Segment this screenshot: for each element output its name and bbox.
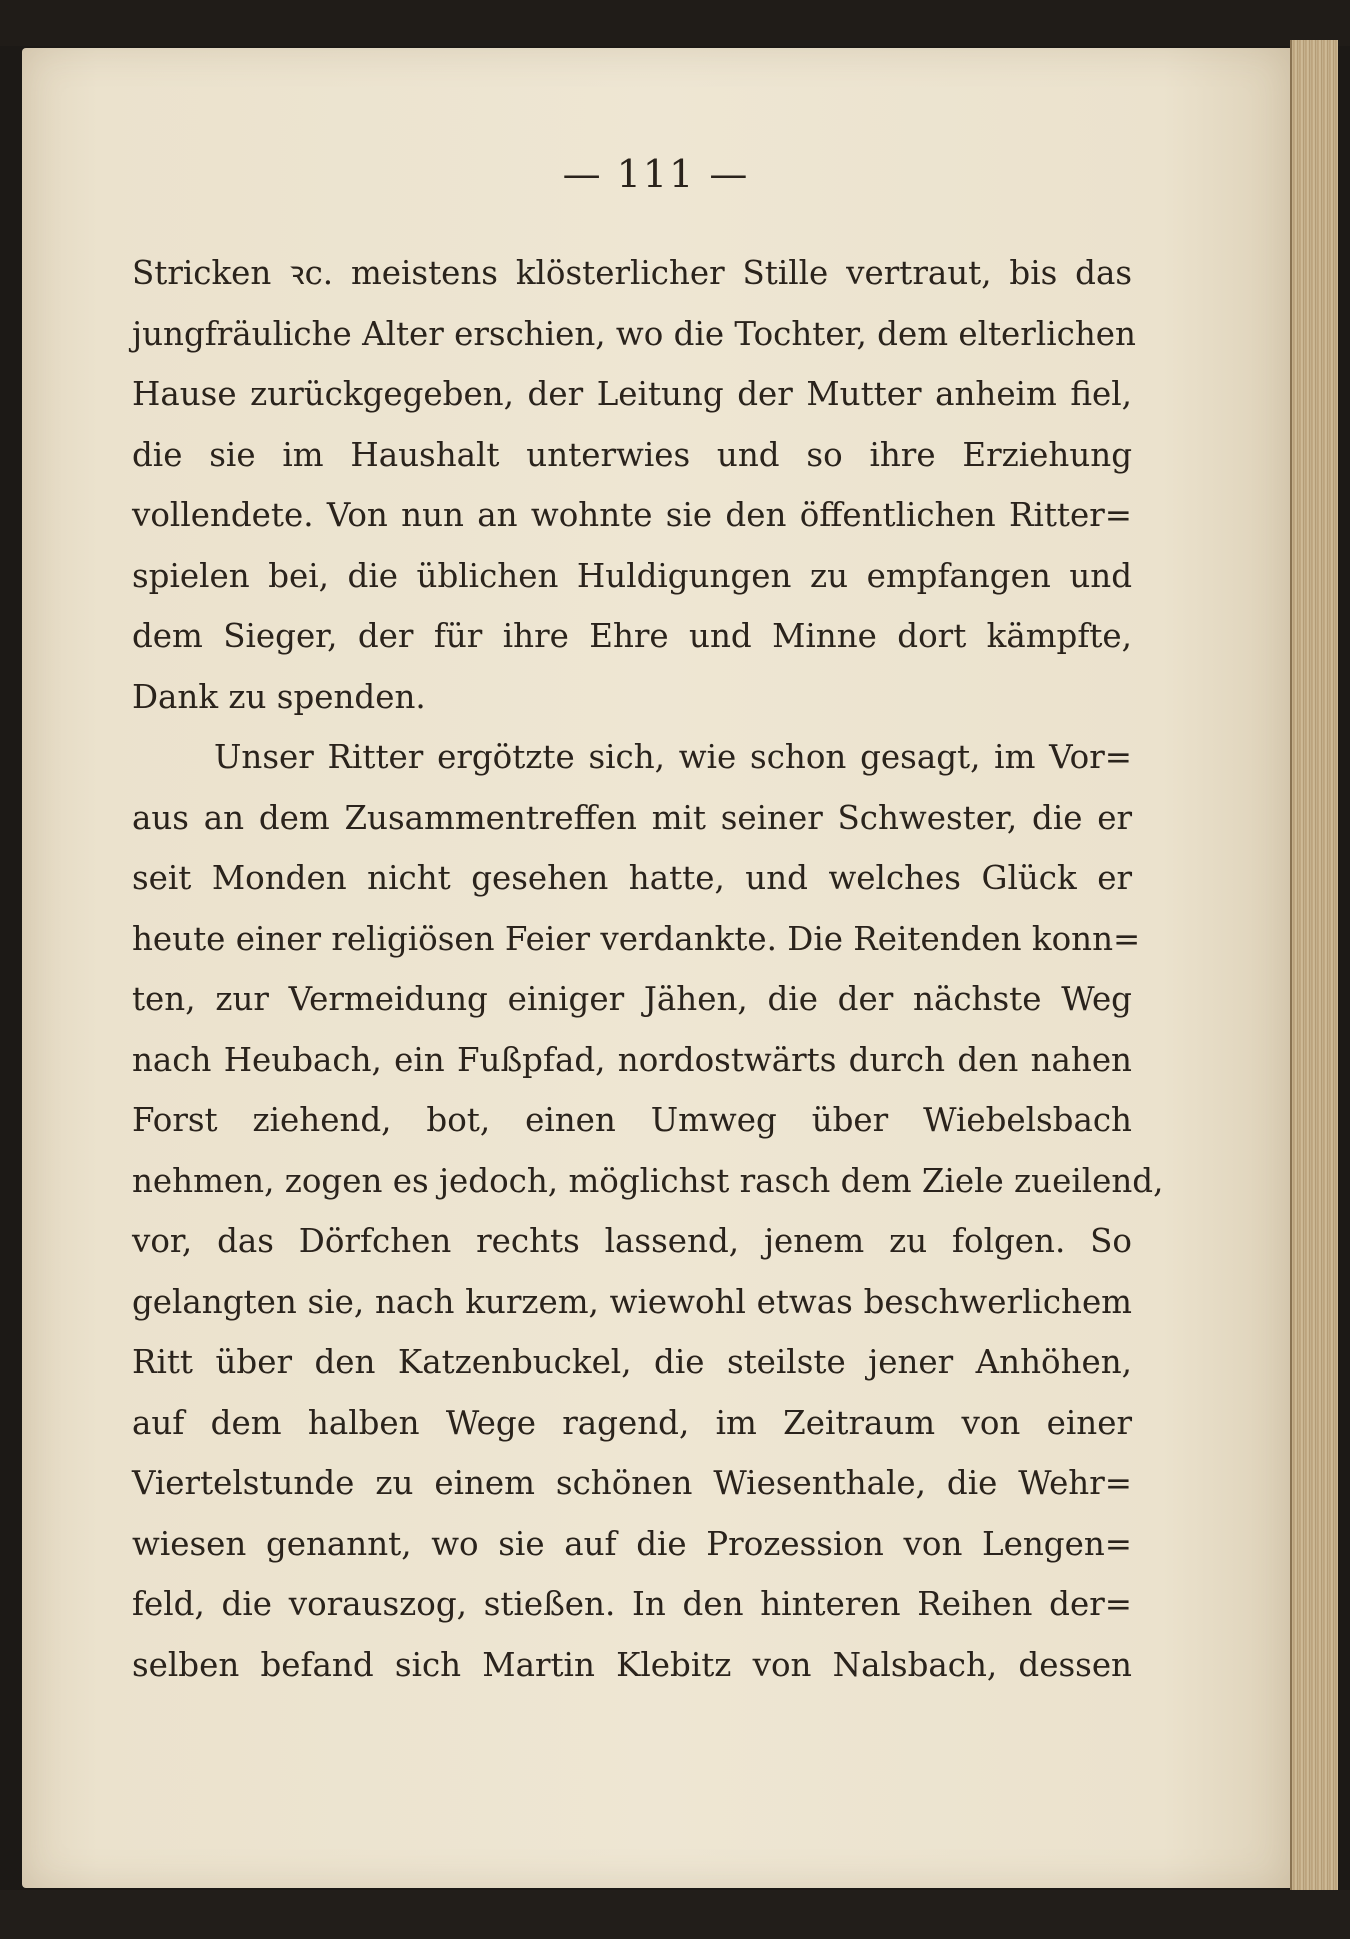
book-cover-top	[0, 0, 1350, 46]
text-line: dem Sieger, der für ihre Ehre und Minne dort kämpfte,	[132, 617, 1132, 655]
text-line: Ritt über den Katzenbuckel, die steilste jener Anhöhen,	[132, 1343, 1132, 1381]
text-line: jungfräuliche Alter erschien, wo die Tochter, dem elterlichen	[132, 314, 1136, 353]
text-line: nach Heubach, ein Fußpfad, nordostwärts durch den nahen	[132, 1040, 1132, 1079]
body-text	[132, 243, 1164, 1695]
text-line: feld, die vorauszog, stießen. In den hinteren Reihen der=	[132, 1585, 1132, 1623]
text-line: Hause zurückgegeben, der Leitung der Mutter anheim fiel,	[132, 375, 1132, 413]
page-number: — 111 —	[562, 152, 750, 196]
text-line: gelangten sie, nach kurzem, wiewohl etwas beschwerlichem	[132, 1282, 1132, 1321]
text-line: wiesen genannt, wo sie auf die Prozession von Lengen=	[132, 1524, 1132, 1563]
text-line: seit Monden nicht gesehen hatte, und welches Glück er	[132, 859, 1132, 897]
text-line: Forst ziehend, bot, einen Umweg über Wiebelsbach	[132, 1101, 1132, 1139]
text-line: vor, das Dörfchen rechts lassend, jenem zu folgen. So	[132, 1222, 1132, 1260]
page-edges	[1290, 40, 1338, 1900]
text-line: ten, zur Vermeidung einiger Jähen, die der nächste Weg	[132, 980, 1132, 1018]
text-line: Viertelstunde zu einem schönen Wiesenthale, die Wehr=	[132, 1464, 1132, 1502]
text-line: Stricken ꝛc. meistens klösterlicher Stille vertraut, bis das	[132, 254, 1132, 292]
text-line: nehmen, zogen es jedoch, möglichst rasch dem Ziele zueilend,	[132, 1161, 1164, 1200]
text-line: selben befand sich Martin Klebitz von Nalsbach, dessen	[132, 1645, 1132, 1684]
text-line: heute einer religiösen Feier verdankte. Die Reitenden konn=	[132, 919, 1141, 958]
text-line: die sie im Haushalt unterwies und so ihre Erziehung	[132, 435, 1132, 474]
text-line: spielen bei, die üblichen Huldigungen zu empfangen und	[132, 556, 1132, 595]
text-line: Unser Ritter ergötzte sich, wie schon gesagt, im Vor=	[214, 738, 1132, 776]
text-line: vollendete. Von nun an wohnte sie den öffentlichen Ritter=	[132, 496, 1132, 534]
text-line: aus an dem Zusammentreffen mit seiner Schwester, die er	[132, 798, 1132, 837]
text-line: auf dem halben Wege ragend, im Zeitraum von einer	[132, 1403, 1132, 1442]
text-line: Dank zu spenden.	[132, 677, 426, 716]
book-cover-bottom	[0, 1890, 1350, 1939]
